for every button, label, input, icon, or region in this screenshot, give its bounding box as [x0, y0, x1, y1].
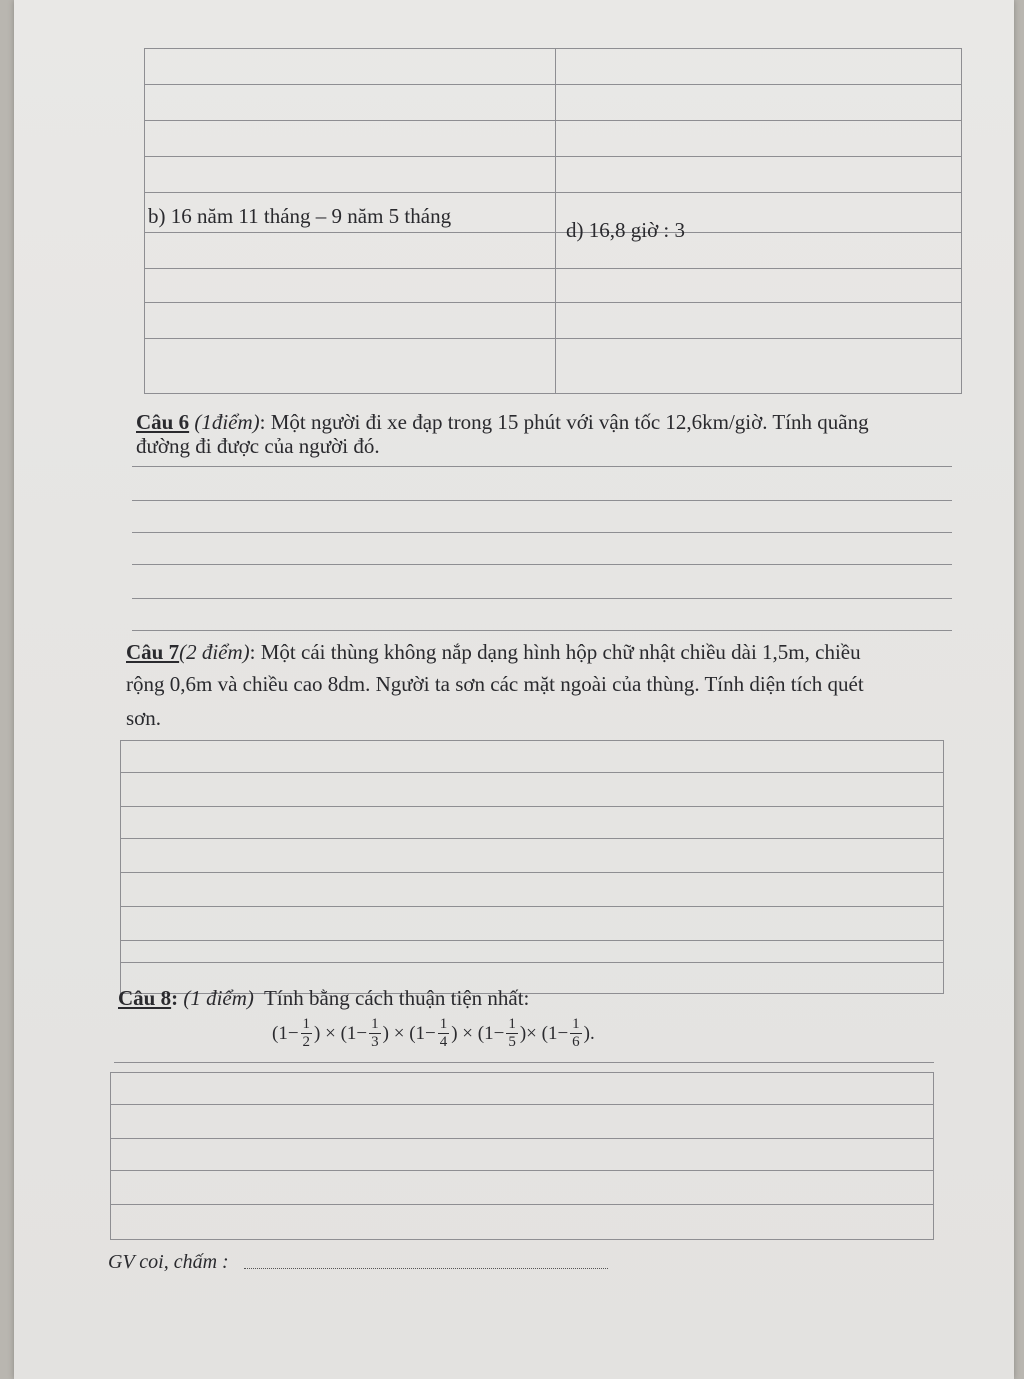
- question-8-points: (1 điểm): [183, 986, 254, 1010]
- expr-term-4-suffix: )×: [519, 1022, 537, 1044]
- expr-term-3-suffix: ) ×: [451, 1022, 474, 1044]
- question-7-points: (2 điểm): [179, 640, 250, 664]
- answer-line: [132, 598, 952, 599]
- answer-box-q7: [120, 740, 944, 994]
- question-7-line-1: [126, 640, 861, 665]
- expr-term-1-suffix: ) ×: [314, 1022, 336, 1044]
- table-rule: [144, 120, 962, 121]
- answer-line: [110, 1104, 934, 1105]
- grader-signature-line: [244, 1268, 608, 1269]
- answer-line: [132, 500, 952, 501]
- answer-line: [120, 940, 944, 941]
- question-6-text: : Một người đi xe đạp trong 15 phút với vận tốc 12,6km/giờ. Tính quãng: [259, 410, 869, 434]
- answer-line: [114, 1062, 934, 1063]
- question-7-text: : Một cái thùng không nắp dạng hình hộp chữ nhật chiều dài 1,5m, chiều: [249, 640, 861, 664]
- answer-line: [120, 906, 944, 907]
- fraction-1-2: $\frac{1}{2}$: [302, 1016, 311, 1051]
- expr-term-3-prefix: (1−: [409, 1022, 436, 1044]
- question-7-line-3: sơn.: [126, 706, 162, 730]
- question-8-label: Câu 8: [118, 986, 172, 1010]
- table-cell-b: b) 16 năm 11 tháng – 9 năm 5 tháng: [148, 204, 452, 228]
- expr-term-2-prefix: (1−: [340, 1022, 368, 1044]
- expr-term-5-suffix: ).: [583, 1022, 595, 1044]
- question-6-line-2: đường đi được của người đó.: [136, 434, 380, 458]
- question-8-colon: :: [171, 986, 179, 1010]
- fraction-1-3: $\frac{1}{3}$: [371, 1016, 379, 1051]
- question-8-text: Tính bằng cách thuận tiện nhất:: [264, 986, 530, 1010]
- question-6-points: (1điểm): [194, 410, 260, 434]
- table-column-divider: [555, 48, 556, 394]
- answer-line: [120, 806, 944, 807]
- answer-line: [120, 772, 944, 773]
- fraction-1-6: $\frac{1}{6}$: [572, 1016, 580, 1051]
- table-rule: [144, 302, 962, 303]
- worksheet-page: [14, 0, 1014, 1379]
- question-6-line-1: [136, 410, 869, 435]
- answer-box-q8: [110, 1072, 934, 1240]
- expr-term-4-prefix: (1−: [477, 1022, 505, 1044]
- grader-label: GV coi, chấm :: [108, 1251, 229, 1273]
- fraction-1-4: $\frac{1}{4}$: [439, 1016, 448, 1051]
- answer-line: [132, 466, 952, 467]
- question-8-line-1: [118, 986, 529, 1011]
- table-rule: [144, 192, 962, 193]
- expr-term-2-suffix: ) ×: [382, 1022, 405, 1044]
- answer-line: [110, 1170, 934, 1171]
- expr-term-1-prefix: (1−: [272, 1022, 299, 1044]
- answer-line: [120, 962, 944, 963]
- table-cell-d: d) 16,8 giờ : 3: [566, 218, 686, 242]
- answer-line: [132, 532, 952, 533]
- table-rule: [144, 232, 962, 233]
- table-rule: [144, 84, 962, 85]
- question-7-line-2: rộng 0,6m và chiều cao 8dm. Người ta sơn các mặt ngoài của thùng. Tính diện tích quét: [126, 672, 864, 696]
- table-rule: [144, 268, 962, 269]
- table-rule: [144, 338, 962, 339]
- answer-line: [110, 1204, 934, 1205]
- question-8-expression: [272, 1016, 595, 1052]
- table-rule: [144, 156, 962, 157]
- answer-line: [110, 1138, 934, 1139]
- question-6-label: Câu 6: [136, 410, 190, 434]
- answer-line: [120, 872, 944, 873]
- fraction-1-5: $\frac{1}{5}$: [508, 1016, 516, 1051]
- answer-line: [120, 838, 944, 839]
- answer-line: [132, 564, 952, 565]
- answer-line: [132, 630, 952, 631]
- expr-term-5-prefix: (1−: [541, 1022, 569, 1044]
- question-7-label: Câu 7: [126, 640, 180, 664]
